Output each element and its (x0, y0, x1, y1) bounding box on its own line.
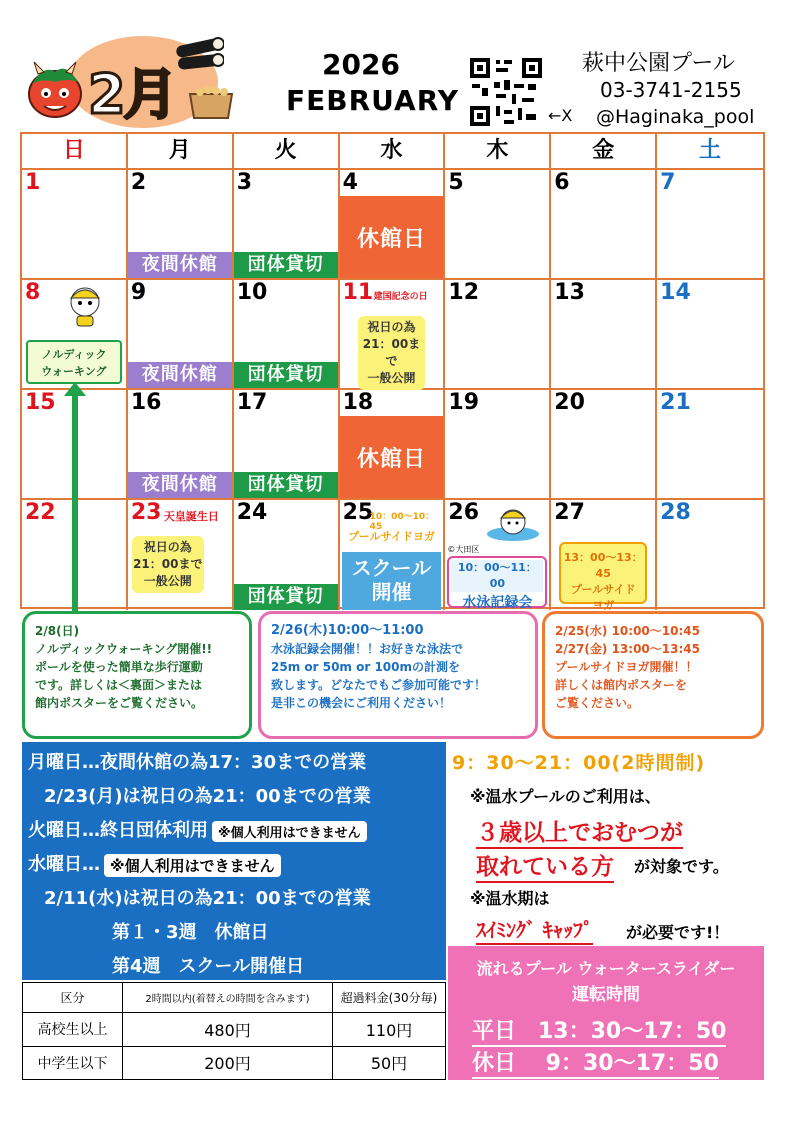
group-rental-tag: 団体貸切 (234, 252, 338, 278)
day-cell (340, 390, 446, 498)
bean-box-icon (188, 82, 234, 120)
day-cell (128, 280, 234, 388)
month-label: 2月 (88, 63, 176, 126)
day-cell (657, 170, 763, 278)
weekday-sun: 日 (22, 134, 128, 168)
table-cell: 中学生以下 (23, 1046, 123, 1080)
day-number: 27 (554, 500, 585, 525)
day-cell (22, 280, 128, 388)
holiday-note: 祝日の為 21：00まで 一般公開 (132, 536, 204, 593)
day-number: 9 (130, 280, 147, 305)
cap-requirement: ｽｲﾐﾝｸﾞ ｷｬｯﾌﾟ (476, 914, 593, 945)
day-number: 1 (25, 170, 41, 195)
day-number: 28 (660, 500, 691, 525)
day-number: 5 (448, 170, 464, 195)
day-number: 18 (342, 390, 374, 415)
day-cell (128, 390, 234, 498)
week-3 (22, 390, 763, 500)
notice-text: が対象です。 (634, 857, 729, 876)
hours-line: 水曜日… ※個人利用はできません (28, 850, 281, 877)
day-number: 7 (660, 170, 676, 195)
note-pill: ※個人利用はできません (212, 821, 367, 842)
swimming-mascot-icon (483, 502, 541, 542)
day-cell (22, 170, 128, 278)
day-number: 3 (236, 170, 253, 195)
group-rental-tag: 団体貸切 (234, 584, 338, 610)
day-number: 22 (25, 500, 56, 525)
day-cell (551, 280, 657, 388)
day-number: 24 (236, 500, 268, 525)
nordic-info-box: 2/8(日) ノルディックウォーキング開催!! ポールを使った簡単な歩行運動 です。詳しくは＜裏面＞または 館内ポスターをご覧ください。 (22, 611, 252, 739)
table-cell: 480円 (123, 1013, 333, 1047)
day-number: 17 (236, 390, 268, 415)
day-cell (234, 170, 340, 278)
age-requirement: ３歳以上でおむつが (476, 814, 683, 849)
day-number: 20 (554, 390, 585, 415)
table-row (23, 1046, 446, 1080)
slider-hours-box (448, 946, 764, 1080)
month-name: FEBRUARY (286, 84, 460, 117)
hours-box (22, 742, 446, 980)
table-header: 区分 (23, 983, 123, 1013)
notice-text: ※温水プールのご利用は、 (470, 787, 661, 806)
yoga-info-box: 2/25(水) 10:00～10:45 2/27(金) 13:00～13:45 プールサイドヨガ開催！！ 詳しくは館内ポスターを ご覧ください。 (542, 611, 764, 739)
hours-line: 2/11(水)は祝日の為21：00までの営業 (44, 888, 371, 909)
weekday-sat: 土 (699, 138, 722, 163)
age-requirement: 取れている方 (476, 848, 614, 883)
note-pill: ※個人利用はできません (104, 854, 281, 877)
school-tag: スクール 開催 (342, 552, 442, 610)
table-row (23, 1013, 446, 1047)
day-number: 4 (342, 170, 358, 195)
header (0, 0, 786, 130)
hours-line: 月曜日…夜間休館の為17：30までの営業 (28, 752, 367, 773)
week-4 (22, 500, 763, 610)
day-cell (551, 170, 657, 278)
yoga-note: 13：00～13：45 プールサイド ヨガ (559, 542, 647, 604)
swim-meet-tag: 10：00～11：00 水泳記録会 (447, 556, 547, 608)
day-number: 23 (130, 500, 162, 525)
holiday-name: 天皇誕生日 (163, 510, 219, 523)
night-closed-tag: 夜間休館 (128, 362, 232, 388)
year: 2026 (322, 48, 400, 81)
day-cell (657, 280, 763, 388)
qr-x-label: ←X (548, 106, 573, 125)
weekday-header (22, 134, 763, 170)
price-table (22, 982, 446, 1080)
week-2 (22, 280, 763, 390)
weekday-thu: 木 (445, 134, 551, 168)
facility-name: 萩中公園プール (582, 51, 735, 76)
table-header-row (23, 983, 446, 1013)
day-number: 8 (25, 280, 41, 305)
opening-hours: 9：30～21：00(2時間制) (452, 752, 706, 774)
day-number: 16 (130, 390, 162, 415)
day-cell (445, 170, 551, 278)
day-number: 2 (130, 170, 147, 195)
yoga-time: 10：00～10：45 (369, 512, 435, 532)
day-cell (128, 500, 234, 610)
weekday-fri: 金 (551, 134, 657, 168)
credit-label: ©大田区 (447, 545, 480, 554)
day-cell (657, 500, 763, 610)
weekday-mon: 月 (128, 134, 234, 168)
holiday-note: 祝日の為 21：00まで 一般公開 (358, 316, 426, 390)
day-number: 11 (342, 280, 374, 305)
week-1 (22, 170, 763, 280)
day-number: 26 (448, 500, 480, 525)
closed-tag: 休館日 (340, 196, 444, 278)
day-cell (551, 500, 657, 610)
table-cell: 高校生以上 (23, 1013, 123, 1047)
qr-code-icon[interactable] (470, 58, 542, 126)
table-header: 超過料金(30分毎) (333, 983, 446, 1013)
table-header: 2時間以内(着替えの時間を含みます) (123, 983, 333, 1013)
day-number: 21 (660, 390, 691, 415)
facility-sns: @Haginaka_pool (596, 106, 755, 128)
closed-tag: 休館日 (340, 416, 444, 498)
day-cell (657, 390, 763, 498)
day-cell (445, 390, 551, 498)
nordic-walking-tag: ノルディック ウォーキング (26, 340, 122, 384)
day-number: 12 (448, 280, 480, 305)
weekday-tue: 火 (234, 134, 340, 168)
table-cell: 50円 (333, 1046, 446, 1080)
arrow-line (72, 392, 78, 614)
oni-demon-icon (24, 60, 86, 120)
day-number: 25 (342, 500, 374, 525)
weekday-wed: 水 (340, 134, 446, 168)
day-number: 19 (448, 390, 480, 415)
day-number: 6 (554, 170, 570, 195)
yoga-label: プールサイドヨガ (348, 530, 435, 543)
calendar (20, 132, 765, 612)
night-closed-tag: 夜間休館 (128, 252, 232, 278)
day-cell (445, 280, 551, 388)
day-cell (551, 390, 657, 498)
day-cell (340, 170, 446, 278)
ehomaki-icon (172, 36, 224, 72)
hours-line: 第4週 スクール開催日 (112, 956, 305, 977)
table-cell: 110円 (333, 1013, 446, 1047)
day-number: 10 (236, 280, 268, 305)
weekday-hours: 平日 13：30～17：50 (472, 1014, 726, 1047)
holiday-hours: 休日 9：30～17：50 (472, 1046, 719, 1079)
day-cell (340, 280, 446, 388)
mascot-icon (62, 282, 108, 328)
day-number: 13 (554, 280, 585, 305)
hours-line: 2/23(月)は祝日の為21：00までの営業 (44, 786, 371, 807)
day-cell (128, 170, 234, 278)
holiday-name: 建国記念の日 (373, 292, 428, 302)
group-rental-tag: 団体貸切 (234, 362, 338, 388)
notice-text: が必要です!！ (626, 923, 730, 942)
day-cell (234, 390, 340, 498)
day-cell (234, 500, 340, 610)
hours-line: 火曜日…終日団体利用 ※個人利用はできません (28, 816, 367, 842)
group-rental-tag: 団体貸切 (234, 472, 338, 498)
night-closed-tag: 夜間休館 (128, 472, 232, 498)
day-cell (445, 500, 551, 610)
day-cell (340, 500, 446, 610)
notice-text: ※温水期は (470, 889, 550, 908)
slider-title: 流れるプール ウォータースライダー 運転時間 (476, 959, 736, 1005)
facility-phone: 03-3741-2155 (600, 78, 742, 102)
day-number: 14 (660, 280, 691, 305)
day-cell (234, 280, 340, 388)
swim-meet-info-box: 2/26(木)10:00～11:00 水泳記録会開催！！お好きな泳法で 25m or 50m or 100mの計測を 致します。どなたでもご参加可能です！ 是非この機会にご利用ください！ (258, 611, 538, 739)
table-cell: 200円 (123, 1046, 333, 1080)
hours-line: 第１・3週 休館日 (112, 922, 269, 943)
day-number: 15 (25, 390, 56, 415)
